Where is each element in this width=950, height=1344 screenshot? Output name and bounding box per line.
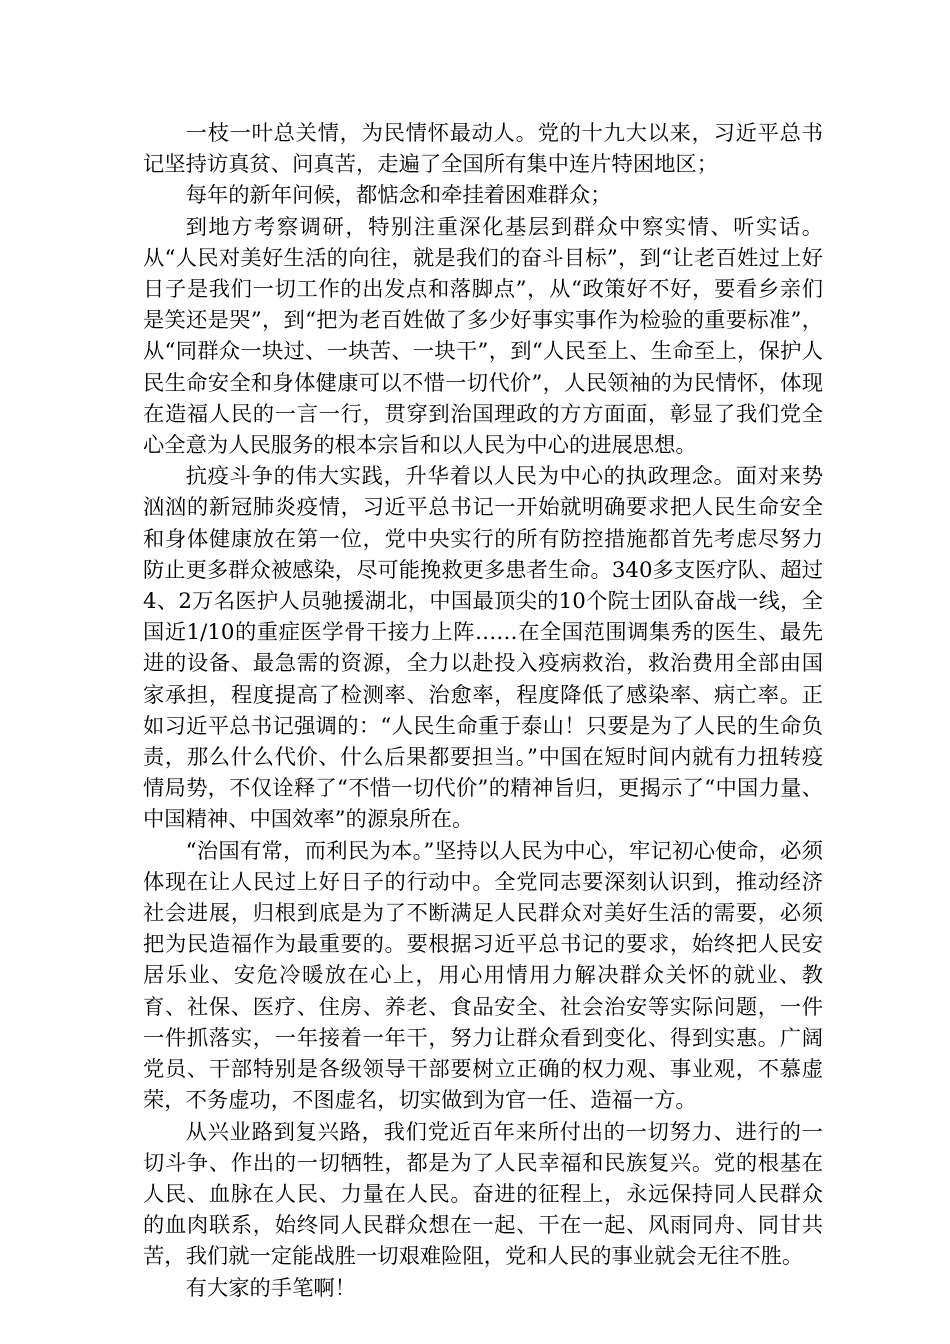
paragraph: 抗疫斗争的伟大实践，升华着以人民为中心的执政理念。面对来势汹汹的新冠肺炎疫情，习近平总书记一开始就明确要求把人民生命安全和身体健康放在第一位，党中央实行的所有防控措施都首先考虑尽努力防止更多群众被感染，尽可能挽救更多患者生命。340多支医疗队、超过4、2万名医护人员驰援湖北，中国最顶尖的10个院士团队奋战一线，全国近1/10的重症医学骨干接力上阵……在全国范围调集秀的医生、最先进的设备、最急需的资源，全力以赴投入疫病救治，救治费用全部由国家承担，程度提高了检测率、治愈率，程度降低了感染率、病亡率。正如习近平总书记强调的：“人民生命重于泰山！只要是为了人民的生命负责，那么什么代价、什么后果都要担当。”中国在短时间内就有力扭转疫情局势，不仅诠释了“不惜一切代价”的精神旨归，更揭示了“中国力量、中国精神、中国效率”的源泉所在。 (143, 464, 823, 833)
paragraph: 每年的新年问候，都惦念和牵挂着困难群众； (185, 183, 612, 209)
paragraph: “治国有常，而利民为本。”坚持以人民为中心，牢记初心使命，必须体现在让人民过上好日子的行动中。全党同志要深刻认识到，推动经济社会进展，归根到底是为了不断满足人民群众对美好生活的需要，必须把为民造福作为最重要的。要根据习近平总书记的要求，始终把人民安居乐业、安危冷暖放在心上，用心用情用力解决群众关怀的就业、教育、社保、医疗、住房、养老、食品安全、社会治安等实际问题，一件一件抓落实，一年接着一年干，努力让群众看到变化、得到实惠。广阔党员、干部特别是各级领导干部要树立正确的权力观、事业观，不慕虚荣，不务虚功，不图虚名，切实做到为官一任、造福一方。 (143, 838, 823, 1114)
paragraph: 有大家的手笔啊！ (185, 1275, 356, 1301)
paragraph: 从兴业路到复兴路，我们党近百年来所付出的一切努力、进行的一切斗争、作出的一切牺牲，都是为了人民幸福和民族复兴。党的根基在人民、血脉在人民、力量在人民。奋进的征程上，永远保持同人民群众的血肉联系，始终同人民群众想在一起、干在一起、风雨同舟、同甘共苦，我们就一定能战胜一切艰难险阻，党和人民的事业就会无往不胜。 (143, 1119, 823, 1270)
paragraph: 到地方考察调研，特别注重深化基层到群众中察实情、听实话。从“人民对美好生活的向往，就是我们的奋斗目标”，到“让老百姓过上好日子是我们一切工作的出发点和落脚点”，从“政策好不好，要看乡亲们是笑还是哭”，到“把为老百姓做了多少好事实事作为检验的重要标准”，从“同群众一块过、一块苦、一块干”，到“人民至上、生命至上，保护人民生命安全和身体健康可以不惜一切代价”，人民领袖的为民情怀，体现在造福人民的一言一行，贯穿到治国理政的方方面面，彰显了我们党全心全意为人民服务的根本宗旨和以人民为中心的进展思想。 (143, 214, 823, 459)
paragraph: 一枝一叶总关情，为民情怀最动人。党的十九大以来，习近平总书记坚持访真贫、问真苦，走遍了全国所有集中连片特困地区； (143, 121, 823, 178)
document-body (143, 118, 823, 1304)
